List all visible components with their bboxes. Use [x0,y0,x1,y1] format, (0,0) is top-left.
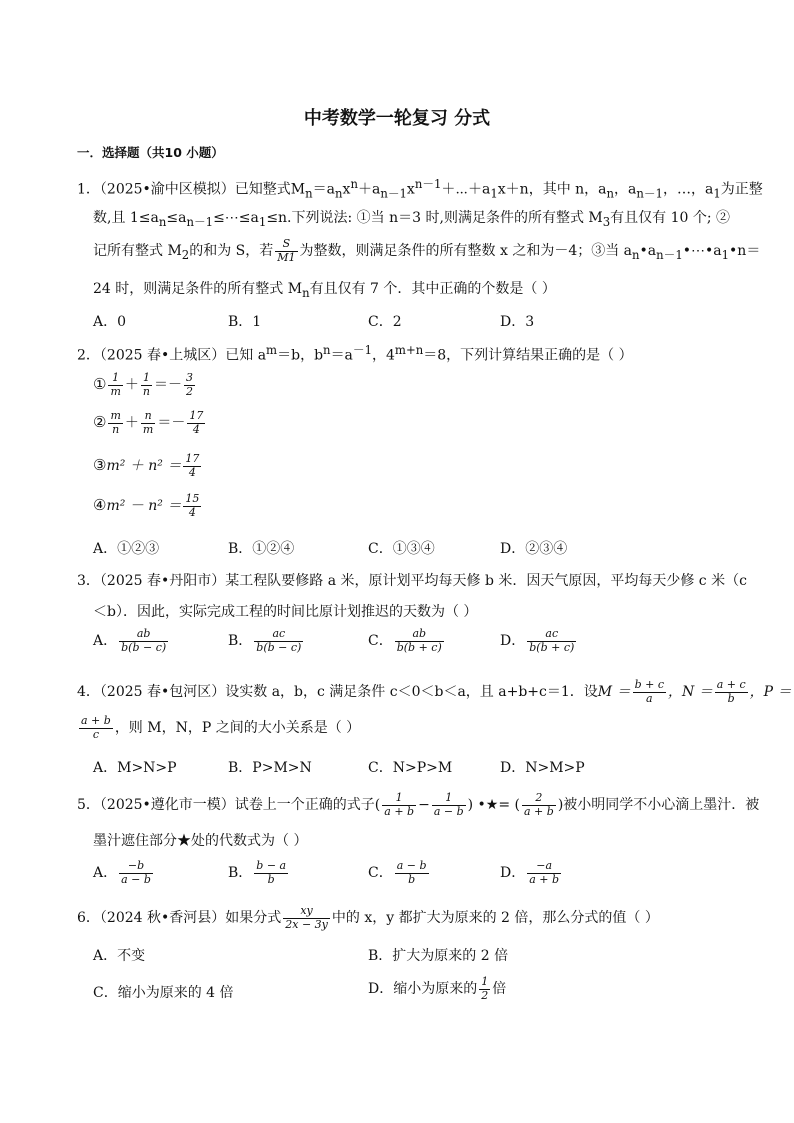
section-heading: 一．选择题（共10 小题） [77,145,224,160]
q6-stem: 6．（2024 秋•香河县）如果分式 $\frac{xy}{2x - 3y}$ 中的 x，y 都扩大为原来的 2 倍，那么分式的值（ ） [77,904,659,931]
q1-line-1: 1．（2025•渝中区模拟）已知整式$M_n=a_nx^n+a_{n-1}x^{n-1}+\cdots+a_1x+n$，其中 n，$a_n$，$a_{n-1}$，…，$a_1$为正整 [77,177,763,201]
q4-option-d: D．N>M>P [500,760,585,776]
q1-line-3: 记所有整式 $M_2$的和为 S，若 $\frac{S}{M1}$ 为整数，则满足条件的所有整数 x 之和为－4；③当 $a_n•a_{n-1}•\cdots•a_1•n=$ [93,237,761,264]
q2-option-b: B．①②④ [228,541,295,557]
q5-option-b: B． $\frac{b - a}{b}$ [228,859,287,886]
q6-option-a: A．不变 [93,948,146,964]
q6-option-c: C．缩小为原来的 4 倍 [93,985,234,1001]
q2-item-4: ④m² － n² ＝ $\frac{15}{4}$ [93,492,200,519]
q1-line-2: 数,且 $1\le a_n\le a_{n-1}\le\cdots\le a_1\le n$.下列说法: ①当 n＝3 时,则满足条件的所有整式 $M_3$有且仅有 10 个; ② [93,210,731,229]
q1-line-4: 24 时，则满足条件的所有整式 $M_n$有且仅有 7 个．其中正确的个数是（ ） [93,281,556,300]
q4-option-a: A．M>N>P [93,760,177,776]
q1-option-d: D．3 [500,314,535,330]
q4-option-c: C．N>P>M [368,760,453,776]
q5-line-2: 墨汁遮住部分★处的代数式为（ ） [93,833,308,849]
q3-option-d: D． $\frac{ac}{b(b + c)}$ [500,627,575,654]
q2-stem: 2．（2025 春•上城区）已知 $a^m=b$，$b^n=a^{-1}$，$4^{m+n}=8$，下列计算结果正确的是（ ） [77,343,633,364]
q5-option-a: A． $\frac{-b}{a - b}$ [93,859,151,886]
q5-line-1: 5．（2025•遵化市一模）试卷上一个正确的式子( $\frac{1}{a + b}$ − $\frac{1}{a - b}$ ) •★= ( $\frac{2}{a + b}$ )被小明同学不小心滴上墨汁．被 [77,791,760,818]
q1-fraction: $\frac{S}{M1}$ [277,237,296,264]
q1-option-c: C．2 [368,314,402,330]
q4-option-b: B．P>M>N [228,760,312,776]
q2-item-2: ② $\frac{m}{n}$ ＋ $\frac{n}{m}$ ＝－ $\frac{17}{4}$ [93,409,204,436]
q1-option-a: A．0 [93,314,127,330]
q2-option-c: C．①③④ [368,541,435,557]
q3-option-b: B． $\frac{ac}{b(b - c)}$ [228,627,302,654]
q2-option-d: D．②③④ [500,541,568,557]
q4-line-2: $\frac{a + b}{c}$ ，则 M，N，P 之间的大小关系是（ ） [81,714,361,741]
q3-option-a: A． $\frac{ab}{b(b - c)}$ [93,627,167,654]
q4-line-1: 4．（2025 春•包河区）设实数 a，b，c 满足条件 c＜0＜b＜a，且 a+b+c＝1．设M ＝ $\frac{b + c}{a}$ ，N ＝ $\frac{a + c}{b}$ ，P ＝ [77,678,792,705]
q3-line-2: ＜b）．因此，实际完成工程的时间比原计划推迟的天数为（ ） [93,604,478,620]
q1-option-b: B．1 [228,314,262,330]
q5-option-d: D． $\frac{-a}{a + b}$ [500,859,560,886]
q5-option-c: C． $\frac{a - b}{b}$ [368,859,427,886]
q6-option-b: B．扩大为原来的 2 倍 [368,948,509,964]
q3-option-c: C． $\frac{ab}{b(b + c)}$ [368,627,442,654]
page-title: 中考数学一轮复习 分式 [303,108,491,129]
q6-option-d: D．缩小为原来的 $\frac{1}{2}$ 倍 [368,975,507,1002]
q2-item-3: ③m² ＋ n² ＝ $\frac{17}{4}$ [93,452,200,479]
q2-option-a: A．①②③ [93,541,160,557]
q2-item-1: ① $\frac{1}{m}$ ＋ $\frac{1}{n}$ ＝－ $\frac{3}{2}$ [93,371,193,398]
q3-line-1: 3．（2025 春•丹阳市）某工程队要修路 a 米，原计划平均每天修 b 米．因天气原因，平均每天少修 c 米（c [77,573,747,589]
